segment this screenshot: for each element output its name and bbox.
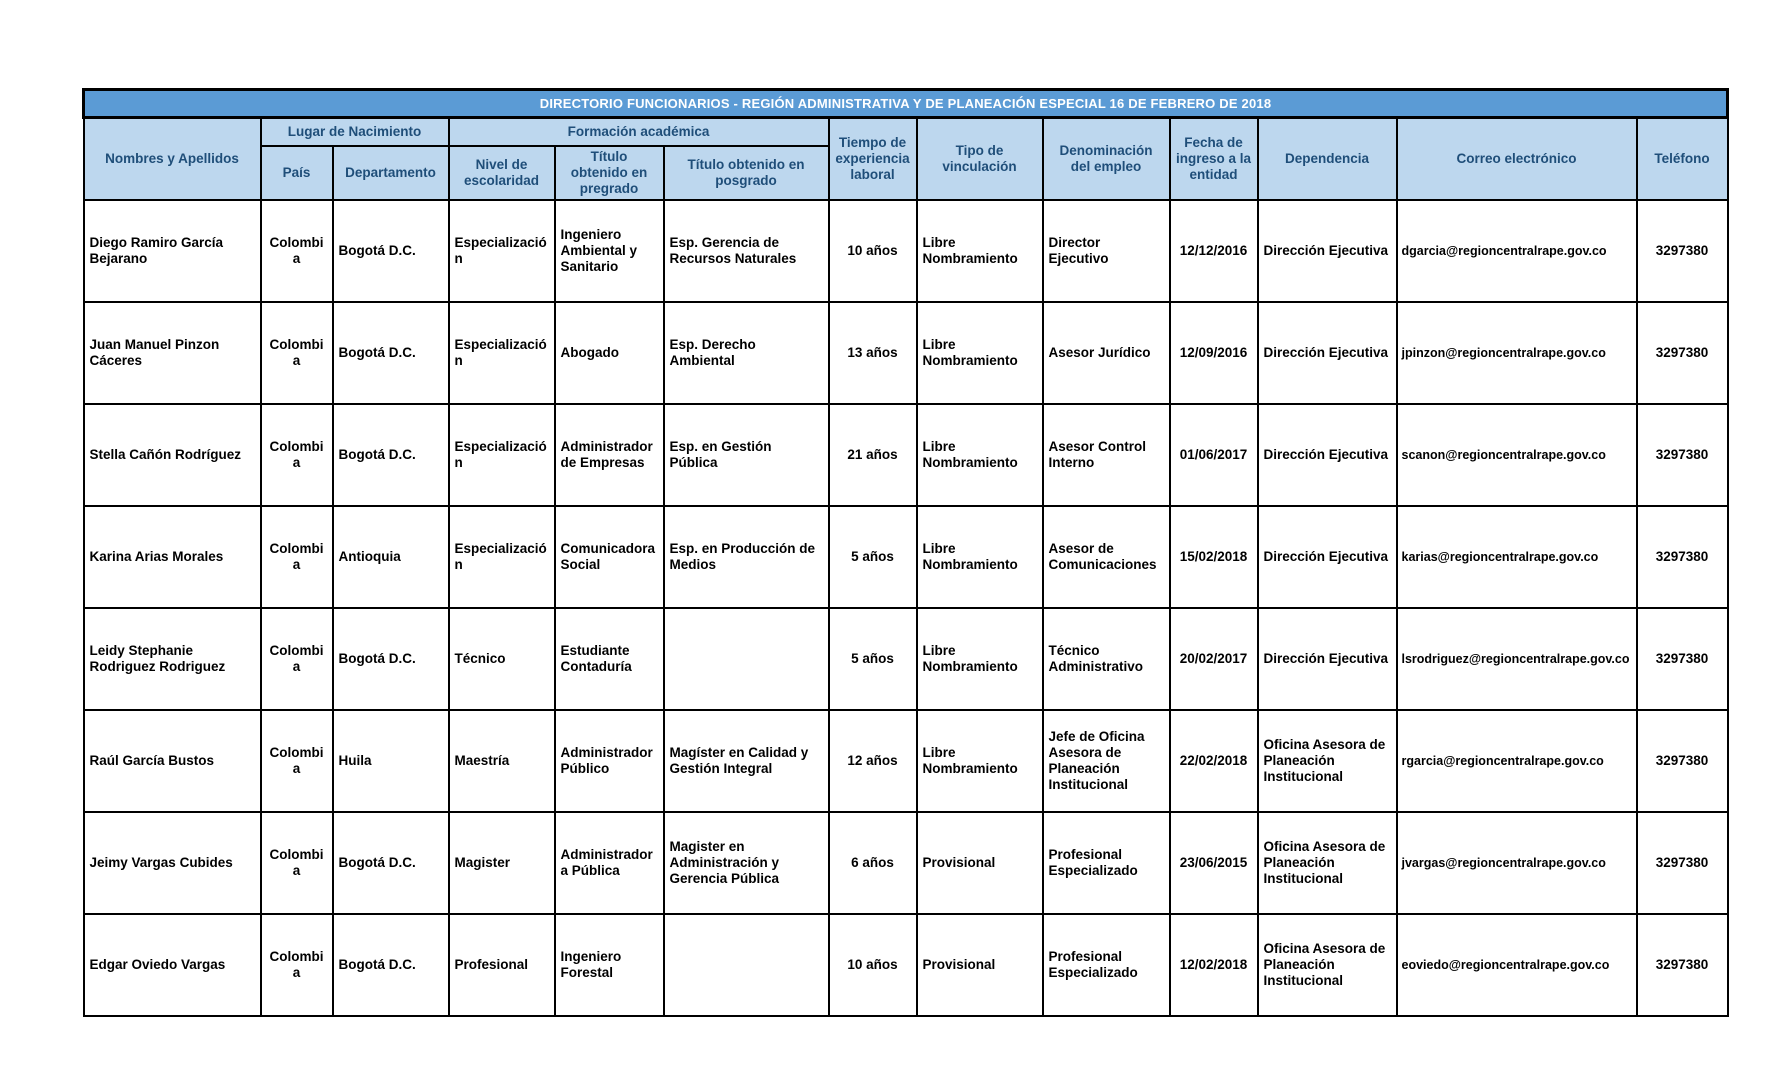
cell-dependencia: Oficina Asesora de Planeación Institucional [1258, 812, 1397, 914]
cell-pregrado: Estudiante Contaduría [555, 608, 664, 710]
cell-vinculacion: Libre Nombramiento [917, 200, 1043, 302]
cell-vinculacion: Libre Nombramiento [917, 302, 1043, 404]
cell-departamento: Bogotá D.C. [333, 914, 449, 1016]
cell-posgrado: Esp. en Producción de Medios [664, 506, 829, 608]
cell-pregrado: Abogado [555, 302, 664, 404]
cell-posgrado [664, 608, 829, 710]
cell-denominacion: Técnico Administrativo [1043, 608, 1170, 710]
header-correo: Correo electrónico [1397, 118, 1637, 201]
cell-fecha: 12/09/2016 [1170, 302, 1258, 404]
cell-vinculacion: Libre Nombramiento [917, 506, 1043, 608]
cell-telefono: 3297380 [1637, 404, 1728, 506]
cell-vinculacion: Libre Nombramiento [917, 404, 1043, 506]
cell-fecha: 12/02/2018 [1170, 914, 1258, 1016]
header-formacion: Formación académica [449, 118, 829, 147]
cell-denominacion: Asesor Jurídico [1043, 302, 1170, 404]
header-posgrado: Título obtenido en posgrado [664, 146, 829, 200]
cell-nombre: Leidy Stephanie Rodriguez Rodriguez [84, 608, 261, 710]
cell-pregrado: Administrador Público [555, 710, 664, 812]
cell-posgrado: Magíster en Calidad y Gestión Integral [664, 710, 829, 812]
cell-vinculacion: Provisional [917, 812, 1043, 914]
table-row [84, 302, 1728, 404]
cell-dependencia: Oficina Asesora de Planeación Institucional [1258, 914, 1397, 1016]
cell-departamento: Bogotá D.C. [333, 608, 449, 710]
cell-nombre: Stella Cañón Rodríguez [84, 404, 261, 506]
cell-vinculacion: Libre Nombramiento [917, 608, 1043, 710]
cell-posgrado: Esp. Derecho Ambiental [664, 302, 829, 404]
cell-correo: jvargas@regioncentralrape.gov.co [1397, 812, 1637, 914]
cell-denominacion: Asesor de Comunicaciones [1043, 506, 1170, 608]
cell-fecha: 22/02/2018 [1170, 710, 1258, 812]
header-telefono: Teléfono [1637, 118, 1728, 201]
cell-denominacion: Profesional Especializado [1043, 914, 1170, 1016]
cell-denominacion: Profesional Especializado [1043, 812, 1170, 914]
cell-nivel: Profesional [449, 914, 555, 1016]
cell-fecha: 20/02/2017 [1170, 608, 1258, 710]
cell-pais: Colombia [261, 812, 333, 914]
cell-posgrado: Esp. en Gestión Pública [664, 404, 829, 506]
cell-pregrado: Administrador de Empresas [555, 404, 664, 506]
cell-pregrado: Ingeniero Forestal [555, 914, 664, 1016]
table-title: DIRECTORIO FUNCIONARIOS - REGIÓN ADMINISTRATIVA Y DE PLANEACIÓN ESPECIAL 16 DE FEBRERO DE 2018 [84, 90, 1728, 118]
table-row [84, 608, 1728, 710]
cell-posgrado: Magister en Administración y Gerencia Pública [664, 812, 829, 914]
cell-telefono: 3297380 [1637, 710, 1728, 812]
cell-vinculacion: Libre Nombramiento [917, 710, 1043, 812]
cell-pais: Colombia [261, 608, 333, 710]
cell-experiencia: 12 años [829, 710, 917, 812]
header-lugar-nacimiento: Lugar de Nacimiento [261, 118, 449, 147]
cell-experiencia: 21 años [829, 404, 917, 506]
cell-correo: eoviedo@regioncentralrape.gov.co [1397, 914, 1637, 1016]
cell-nombre: Karina Arias Morales [84, 506, 261, 608]
cell-correo: karias@regioncentralrape.gov.co [1397, 506, 1637, 608]
cell-dependencia: Dirección Ejecutiva [1258, 404, 1397, 506]
table-row [84, 506, 1728, 608]
cell-telefono: 3297380 [1637, 200, 1728, 302]
header-vinculacion: Tipo de vinculación [917, 118, 1043, 201]
header-pais: País [261, 146, 333, 200]
cell-posgrado: Esp. Gerencia de Recursos Naturales [664, 200, 829, 302]
cell-experiencia: 5 años [829, 506, 917, 608]
cell-correo: scanon@regioncentralrape.gov.co [1397, 404, 1637, 506]
cell-nivel: Especialización [449, 404, 555, 506]
cell-posgrado [664, 914, 829, 1016]
cell-denominacion: Asesor Control Interno [1043, 404, 1170, 506]
cell-telefono: 3297380 [1637, 812, 1728, 914]
cell-nombre: Jeimy Vargas Cubides [84, 812, 261, 914]
table-row [84, 812, 1728, 914]
table-row [84, 200, 1728, 302]
cell-denominacion: Director Ejecutivo [1043, 200, 1170, 302]
cell-departamento: Antioquia [333, 506, 449, 608]
table-row [84, 710, 1728, 812]
cell-nombre: Juan Manuel Pinzon Cáceres [84, 302, 261, 404]
cell-fecha: 01/06/2017 [1170, 404, 1258, 506]
cell-nivel: Especialización [449, 200, 555, 302]
cell-telefono: 3297380 [1637, 608, 1728, 710]
cell-pais: Colombia [261, 506, 333, 608]
cell-correo: dgarcia@regioncentralrape.gov.co [1397, 200, 1637, 302]
directory-table [82, 88, 1729, 1017]
table-body [84, 200, 1728, 1016]
cell-nivel: Especialización [449, 506, 555, 608]
cell-nivel: Técnico [449, 608, 555, 710]
header-fecha-ingreso: Fecha de ingreso a la entidad [1170, 118, 1258, 201]
cell-pais: Colombia [261, 200, 333, 302]
header-experiencia: Tiempo de experiencia laboral [829, 118, 917, 201]
cell-experiencia: 6 años [829, 812, 917, 914]
cell-correo: rgarcia@regioncentralrape.gov.co [1397, 710, 1637, 812]
cell-nivel: Maestría [449, 710, 555, 812]
cell-correo: lsrodriguez@regioncentralrape.gov.co [1397, 608, 1637, 710]
directory-sheet [82, 88, 1726, 1017]
cell-telefono: 3297380 [1637, 914, 1728, 1016]
cell-experiencia: 10 años [829, 914, 917, 1016]
cell-dependencia: Oficina Asesora de Planeación Institucional [1258, 710, 1397, 812]
cell-departamento: Huila [333, 710, 449, 812]
cell-nombre: Edgar Oviedo Vargas [84, 914, 261, 1016]
cell-vinculacion: Provisional [917, 914, 1043, 1016]
cell-pais: Colombia [261, 914, 333, 1016]
cell-departamento: Bogotá D.C. [333, 404, 449, 506]
cell-pais: Colombia [261, 710, 333, 812]
cell-nombre: Diego Ramiro García Bejarano [84, 200, 261, 302]
cell-departamento: Bogotá D.C. [333, 200, 449, 302]
header-dependencia: Dependencia [1258, 118, 1397, 201]
cell-correo: jpinzon@regioncentralrape.gov.co [1397, 302, 1637, 404]
cell-pais: Colombia [261, 404, 333, 506]
cell-experiencia: 13 años [829, 302, 917, 404]
cell-fecha: 23/06/2015 [1170, 812, 1258, 914]
cell-dependencia: Dirección Ejecutiva [1258, 200, 1397, 302]
cell-dependencia: Dirección Ejecutiva [1258, 608, 1397, 710]
header-pregrado: Título obtenido en pregrado [555, 146, 664, 200]
cell-departamento: Bogotá D.C. [333, 812, 449, 914]
cell-pregrado: Ingeniero Ambiental y Sanitario [555, 200, 664, 302]
cell-dependencia: Dirección Ejecutiva [1258, 302, 1397, 404]
cell-pais: Colombia [261, 302, 333, 404]
cell-pregrado: Comunicadora Social [555, 506, 664, 608]
cell-departamento: Bogotá D.C. [333, 302, 449, 404]
header-nombres: Nombres y Apellidos [84, 118, 261, 201]
cell-dependencia: Dirección Ejecutiva [1258, 506, 1397, 608]
cell-nombre: Raúl García Bustos [84, 710, 261, 812]
cell-nivel: Magister [449, 812, 555, 914]
cell-fecha: 12/12/2016 [1170, 200, 1258, 302]
cell-nivel: Especialización [449, 302, 555, 404]
header-nivel: Nivel de escolaridad [449, 146, 555, 200]
table-row [84, 404, 1728, 506]
cell-telefono: 3297380 [1637, 506, 1728, 608]
cell-fecha: 15/02/2018 [1170, 506, 1258, 608]
cell-telefono: 3297380 [1637, 302, 1728, 404]
cell-experiencia: 5 años [829, 608, 917, 710]
header-departamento: Departamento [333, 146, 449, 200]
header-denominacion: Denominación del empleo [1043, 118, 1170, 201]
cell-pregrado: Administradora Pública [555, 812, 664, 914]
cell-experiencia: 10 años [829, 200, 917, 302]
cell-denominacion: Jefe de Oficina Asesora de Planeación Institucional [1043, 710, 1170, 812]
table-row [84, 914, 1728, 1016]
